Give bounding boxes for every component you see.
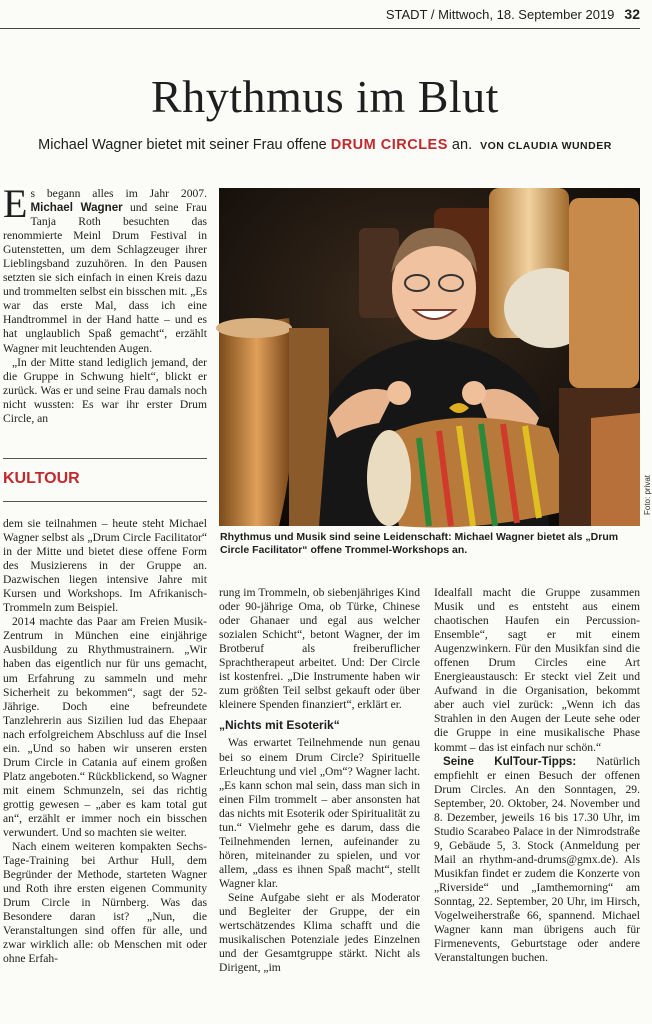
subheading: „Nichts mit Esoterik“ [219, 718, 340, 733]
subline [0, 137, 650, 153]
page-number: 32 [624, 6, 640, 22]
photo-caption: Rhythmus und Musik sind seine Leidenschaft: Michael Wagner bietet als „Drum Circle Facilitator“ offene Trommel-Workshops an. [220, 531, 619, 556]
byline: VON CLAUDIA WUNDER [480, 140, 612, 152]
paragraph: 2014 machte das Paar am Freien Musik-Zentrum in München eine einjährige Ausbildung zu Rhythmustrainern. „Wir haben das eigentlich nur für uns gemacht, um Erfahrung zu sammeln und mehr Sicherheit zu bekommen“, sagt der 52-Jährige. Doch eine befreundete Tanzlehrerin aus Sizilien lud das Ehepaar nach erfolgreichem Abschluss auf die Insel ein. „Und so haben wir unseren ersten Drum Circle in Catania auf einem großen Platz angeboten.“ Rückblickend, so Wagner mit einem Schmunzeln, sei das richtig grottig gewesen – „aber es kam total gut an“, erzählt er immer noch ein bisschen verwundert. Und so machten sie weiter. [3, 615, 207, 840]
person-name: Michael Wagner [30, 201, 123, 215]
subline-text: Michael Wagner bietet mit seiner Frau offene [38, 137, 331, 153]
paragraph: Idealfall macht die Gruppe zusammen Musik und es entsteht aus einem chaotischen Haufen ein Percussion-Ensemble“, sagt er mit einem Augenzwinkern. Für den Musikfan sind die offenen Drum Circles eine Art Energieaustausch: Er steckt viel Zeit und Aufwand in die Organisation, bekommt aber auch viel zurück: „Wenn ich das Strahlen in den Augen der Leute sehe oder die Gruppe in eine musikalische Phase kommt – das ist einfach nur schön.“ [434, 586, 640, 754]
page-header [0, 6, 640, 22]
paragraph: rung im Trommeln, ob siebenjähriges Kind oder 90-jährige Oma, ob Türke, Chinese oder Ghanaer und egal aus welcher sozialen Schicht“, betont Wagner, der im Brotberuf als freiberuflicher Sprachtherapeut arbeitet. Und: Der Circle ist kostenfrei. „Die Instrumente haben wir zum größten Teil selbst gekauft oder über kleinere Spenden finanziert“, erklärt er. [219, 586, 420, 712]
kultour-label: KULTOUR [3, 470, 80, 487]
paragraph: Seine KulTour-Tipps: Natürlich empfiehlt er einen Besuch der offenen Drum Circles. An den Sonntagen, 29. September, 20. Oktober, 24. November und 8. Dezember, jeweils 16 bis 17.30 Uhr, im Studio Scarabeo Palace in der Nimrodstraße 9, Gebäude 5, 3. Stock (Anmeldung per Mail an rhythm-and-drums@gmx.de). Als Musikfan findet er zudem die Konzerte von „Riverside“ und „Iamthemorning“ am Sonntag, 22. September, 20 Uhr, im Hirsch, Vogelweiherstraße 66, spannend. Michael Wagner kann man übrigens auch für Firmenevents, Geburtstage oder andere Veranstaltungen buchen. [434, 754, 640, 965]
subline-end: an. [447, 137, 473, 153]
column-3 [434, 586, 640, 965]
subline-highlight: DRUM CIRCLES [330, 137, 448, 153]
kultour-label-box [3, 458, 207, 502]
drop-cap: E [3, 181, 28, 226]
drummer-photo-image [219, 188, 640, 526]
article-photo [219, 188, 640, 526]
column-2 [219, 586, 420, 975]
column-1-bottom [3, 517, 207, 967]
headline: Rhythmus im Blut [151, 71, 499, 122]
paragraph: „In der Mitte stand lediglich jemand, der die Gruppe in Schwung hielt“, blickt er zurück. Was er und seine Frau damals noch nicht wussten: Es war ihr erster Drum Circle, an [3, 355, 207, 425]
paragraph: Nach einem weiteren kompakten Sechs-Tage-Training bei Arthur Hull, dem Begründer der Methode, starteten Wagner und Roth ihre ersten eigenen Community Drum Circle in Nürnberg. Was das Besondere daran ist? „Nun, die Veranstaltungen sind offen für alle, und zwar wirklich alle: ob Menschen mit oder ohne Erfah- [3, 840, 207, 966]
paragraph: Seine Aufgabe sieht er als Moderator und Begleiter der Gruppe, der ein wertschätzendes Klima schafft und die musikalischen Potenziale jedes Einzelnen und der Gesamtgruppe stärkt. Nicht als Dirigent, „im [219, 890, 420, 975]
column-1-top [3, 181, 207, 426]
photo-credit: Foto: privat [643, 474, 652, 515]
paragraph: dem sie teilnahmen – heute steht Michael Wagner selbst als „Drum Circle Facilitator“ in der Mitte und bietet diese offene Form des Musizierens in der Gruppe an. Dazwischen liegen intensive Jahre mit Kursen und Workshops. Im Afrikanisch-Trommeln zum Beispiel. [3, 517, 207, 615]
paragraph: Es begann alles im Jahr 2007. Michael Wagner und seine Frau Tanja Roth besuchten das renommierte Meinl Drum Festival in Gutenstetten, um dem Schlagzeuger ihrer Lieblingsband zuzuhören. In den Pausen setzten sie sich einfach in einen Kreis dazu und trommelten selbst ein bisschen mit. „Es war das erste Mal, dass ich eine Handtrommel in der Hand hatte – und es hat unglaublich Spaß gemacht“, erzählt Wagner mit leuchtenden Augen. [3, 181, 207, 355]
tipps-label: Seine KulTour-Tipps: [443, 754, 577, 768]
header-rule [0, 28, 640, 29]
paragraph: Was erwartet Teilnehmende nun genau bei so einem Drum Circle? Spirituelle Erleuchtung und viel „Om“? Wagner lacht. „Es kann schon mal sein, dass man sich in einen Film trommelt – aber ansonsten hat das nichts mit Esoterik oder Spiritualität zu tun.“ Vielmehr gehe es darum, dass die Teilnehmenden lernen, aufeinander zu hören, miteinander zu spielen, und vor allem, „dass es ihnen Spaß macht“, stellt Wagner klar. [219, 736, 420, 890]
section-date: STADT / Mittwoch, 18. September 2019 [385, 7, 615, 22]
